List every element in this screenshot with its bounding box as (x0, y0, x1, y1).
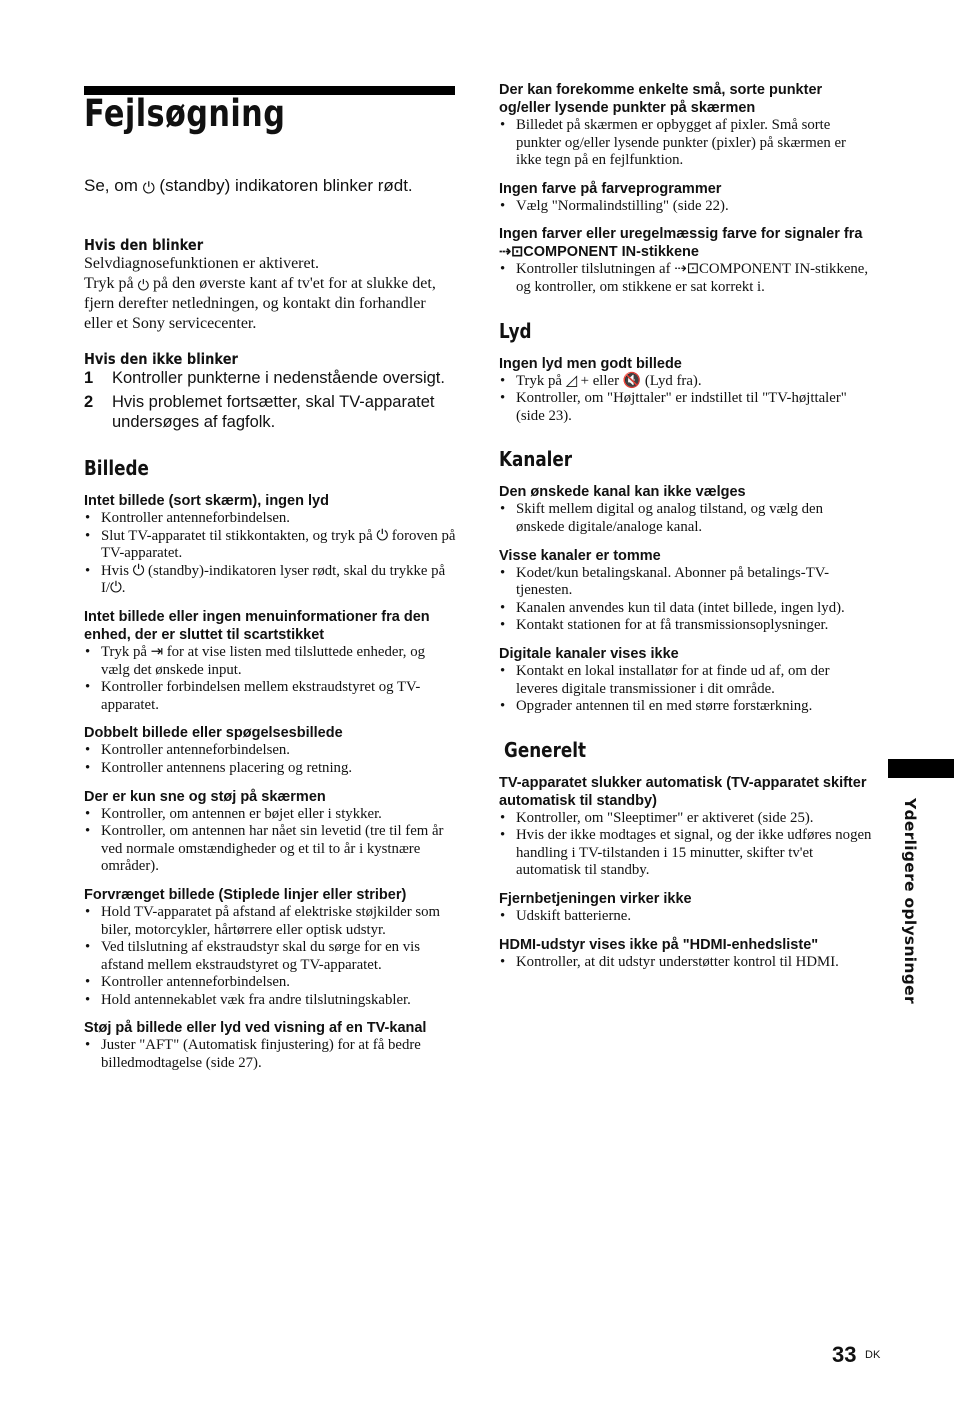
bullet-item: • Kontroller, at dit udstyr understøtter kontrol til HDMI. (499, 954, 874, 972)
bullet-item: • Tryk på ◿ + eller 🔇 (Lyd fra). (499, 373, 874, 391)
item-heading: Digitale kanaler vises ikke (499, 645, 679, 662)
section-tab-marker (888, 759, 954, 778)
bullet-item: • Kontroller, om antennen er bøjet eller i stykker. (84, 806, 456, 824)
bullet-list (499, 373, 874, 426)
bullet-list (84, 742, 456, 777)
bullet-list (499, 198, 874, 216)
bullet-list (499, 261, 874, 296)
bullet-item: • Skift mellem digital og analog tilstand, og vælg den ønskede digitale/analoge kanal. (499, 501, 874, 536)
bullet-list (84, 510, 456, 598)
steps-list (84, 368, 456, 432)
bullet-item: • Kodet/kun betalingskanal. Abonner på betalings-TV-tjenesten. (499, 565, 874, 600)
bullet-list (499, 565, 874, 635)
not-blinking-heading: Hvis den ikke blinker (84, 350, 238, 368)
blinking-line2 (84, 274, 456, 334)
intro-post: (standby) indikatoren blinker rødt. (154, 176, 413, 195)
bullet-item: • Kontroller tilslutningen af ⇢⊡COMPONENT IN-stikkene, og kontroller, om stikkene er sat korrekt i. (499, 261, 874, 296)
bullet-list (499, 117, 874, 170)
page-title: Fejlsøgning (84, 92, 286, 135)
page-language: DK (865, 1349, 881, 1361)
item-heading: Ingen lyd men godt billede (499, 355, 682, 372)
step-text: Kontroller punkterne i nedenstående oversigt. (112, 369, 445, 387)
item-heading: Ingen farver eller uregelmæssig farve for signaler fra ⇢⊡COMPONENT IN-stikkene (499, 226, 863, 261)
item-heading: Intet billede eller ingen menuinformationer fra den enhed, der er sluttet til scartstikket (84, 608, 430, 643)
bullet-item: • Juster "AFT" (Automatisk finjustering) for at få bedre billedmodtagelse (side 27). (84, 1037, 456, 1072)
power-icon: ⏻ (142, 179, 155, 197)
bullet-list (84, 806, 456, 876)
step-number: 2 (84, 393, 94, 411)
page-number: 33 (832, 1342, 857, 1367)
bullet-item: • Tryk på ⇥ for at vise listen med tilsluttede enheder, og vælg det ønskede input. (84, 644, 456, 679)
bullet-item: • Udskift batterierne. (499, 908, 874, 926)
blinking-line1: Selvdiagnosefunktionen er aktiveret. (84, 255, 320, 272)
item-heading: Intet billede (sort skærm), ingen lyd (84, 493, 329, 509)
step-item (84, 392, 456, 432)
bullet-list (84, 904, 456, 1010)
item-heading: Dobbelt billede eller spøgelsesbillede (84, 725, 343, 742)
bullet-item: • Kontroller antenneforbindelsen. (84, 510, 456, 528)
bullet-item: • Slut TV-apparatet til stikkontakten, og tryk på ⏻ foroven på TV-apparatet. (84, 528, 456, 563)
bullet-list (499, 810, 874, 880)
right-column (499, 81, 874, 971)
bullet-item: • Kontroller antenneforbindelsen. (84, 742, 456, 760)
side-section-label: Yderligere oplysninger (901, 798, 919, 1004)
bullet-item: • Vælg "Normalindstilling" (side 22). (499, 198, 874, 216)
item-heading: HDMI-udstyr vises ikke på "HDMI-enhedsliste" (499, 936, 819, 953)
intro-pre: Se, om (84, 176, 143, 195)
bullet-item: • Kontroller, om antennen har nået sin levetid (tre til fem år ved normale omstændigheder og et til to år i kystnære områder). (84, 823, 456, 876)
step-number: 1 (84, 369, 94, 387)
item-heading: Støj på billede eller lyd ved visning af en TV-kanal (84, 1020, 427, 1037)
bullet-item: • Kontroller antennens placering og retning. (84, 760, 456, 778)
blinking-line2-pre: Tryk på (84, 275, 138, 292)
bullet-item: • Kanalen anvendes kun til data (intet billede, ingen lyd). (499, 600, 874, 618)
intro-text (84, 175, 456, 196)
bullet-item: • Hvis ⏻ (standby)-indikatoren lyser rødt, skal du trykke på I/⏻. (84, 563, 456, 598)
item-heading: Ingen farve på farveprogrammer (499, 180, 722, 197)
item-heading: Fjernbetjeningen virker ikke (499, 891, 692, 908)
item-heading: Forvrænget billede (Stiplede linjer eller striber) (84, 886, 407, 903)
bullet-item: • Kontroller, om "Højttaler" er indstillet til "TV-højttaler" (side 23). (499, 390, 874, 425)
bullet-item: • Hvis der ikke modtages et signal, og der ikke udføres nogen handling i TV-tilstanden i 15 minutter, skifter tv'et automatisk til standby. (499, 827, 874, 880)
item-heading: Der er kun sne og støj på skærmen (84, 788, 326, 805)
step-item (84, 368, 456, 388)
bullet-list (84, 1037, 456, 1072)
bullet-list (84, 644, 456, 714)
left-column (84, 236, 456, 1073)
bullet-item: • Kontakt stationen for at få transmissionsoplysninger. (499, 617, 874, 635)
bullet-item: • Kontroller forbindelsen mellem ekstraudstyret og TV-apparatet. (84, 679, 456, 714)
bullet-list (499, 908, 874, 926)
bullet-item: • Hold antennekablet væk fra andre tilslutningskabler. (84, 992, 456, 1010)
item-heading: TV-apparatet slukker automatisk (TV-apparatet skifter automatisk til standby) (499, 774, 867, 809)
section-heading-lyd: Lyd (499, 318, 532, 343)
item-heading: Der kan forekomme enkelte små, sorte punkter og/eller lysende punkter på skærmen (499, 82, 823, 116)
bullet-list (499, 954, 874, 972)
bullet-item: • Hold TV-apparatet på afstand af elektriske støjkilder som biler, motorcykler, hårtørrere eller optisk udstyr. (84, 904, 456, 939)
bullet-item: • Opgrader antennen til en med større forstærkning. (499, 698, 874, 716)
bullet-list (499, 663, 874, 716)
item-heading: Visse kanaler er tomme (499, 547, 661, 564)
section-heading-generelt: Generelt (504, 737, 587, 762)
section-heading-billede: Billede (84, 456, 149, 480)
bullet-item: • Kontroller antenneforbindelsen. (84, 974, 456, 992)
power-icon: ⏻ (137, 278, 150, 294)
item-heading: Den ønskede kanal kan ikke vælges (499, 484, 746, 501)
bullet-item: • Kontakt en lokal installatør for at finde ud af, om der leveres digitale transmissioner i dit område. (499, 663, 874, 698)
section-heading-kanaler: Kanaler (499, 447, 573, 472)
bullet-item: • Billedet på skærmen er opbygget af pixler. Små sorte punkter og/eller lysende punkter (pixler) på skærmen er ikke tegn på en fejlfunktion. (499, 117, 874, 170)
blinking-line2-post: på den øverste kant af tv'et for at slukke det, fjern derefter netledningen, og kontakt din forhandler eller et Sony servicecenter. (84, 275, 436, 332)
step-text: Hvis problemet fortsætter, skal TV-apparatet undersøges af fagfolk. (112, 393, 435, 431)
blinking-heading: Hvis den blinker (84, 236, 204, 254)
bullet-item: • Ved tilslutning af ekstraudstyr skal du sørge for en vis afstand mellem ekstraudstyret og TV-apparatet. (84, 939, 456, 974)
bullet-list (499, 501, 874, 536)
bullet-item: • Kontroller, om "Sleeptimer" er aktiveret (side 25). (499, 810, 874, 828)
